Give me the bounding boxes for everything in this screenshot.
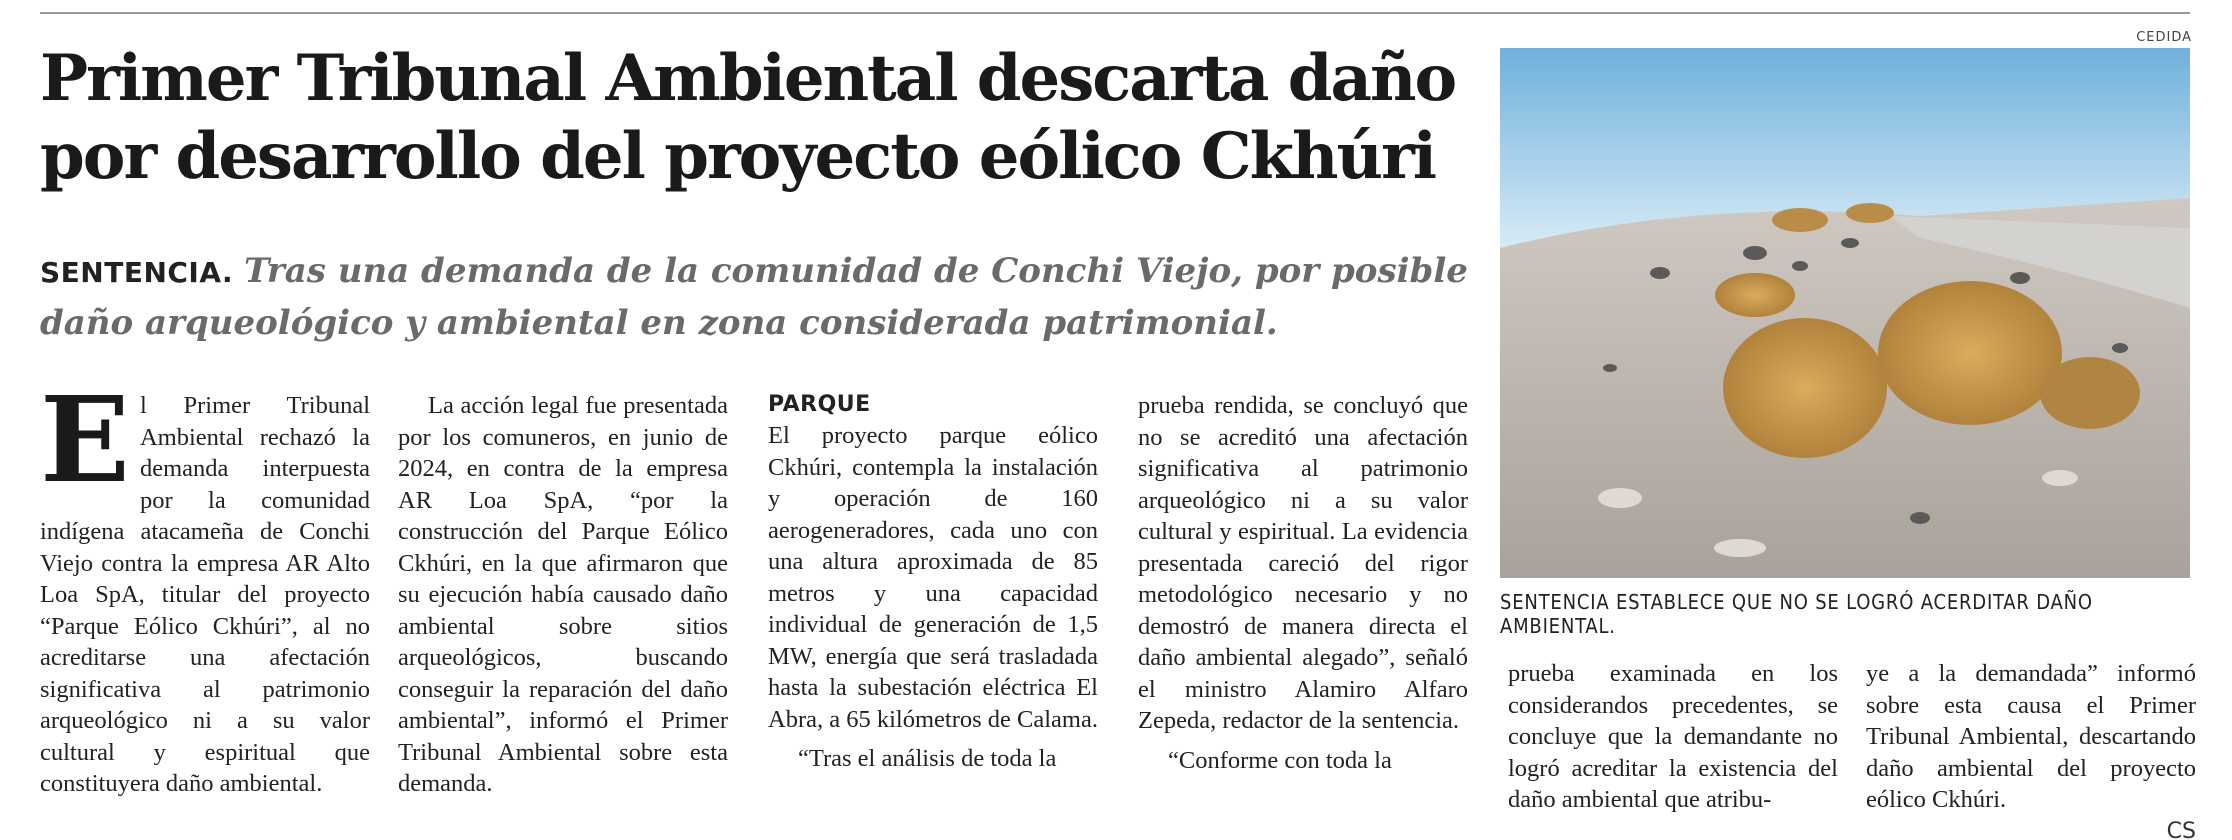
column-3 — [768, 390, 1098, 775]
photo-credit: CEDIDA — [2136, 30, 2192, 45]
column-1 — [40, 370, 370, 800]
body-paragraph: El proyecto parque eólico Ckhúri, contempla la instalación y operación de 160 aerogeneradores, cada uno con una altura aproximada de 85 metros y una capacidad individual de generación de 1,5 MW, energía que será trasladada hasta la subestación eléctrica El Abra, a 65 kilómetros de Calama. — [768, 422, 1098, 733]
column-2 — [398, 390, 728, 800]
body-paragraph: prueba rendida, se concluyó que no se acreditó una afectación significativa al patrimonio arqueológico ni a su valor cultural y espiritual. La evidencia presentada careció del rigor metodológico necesario y no demostró de manera directa el daño ambiental alegado”, señaló el ministro Alamiro Alfaro Zepeda, redactor de la sentencia. — [1138, 392, 1468, 734]
drop-cap: E — [40, 370, 130, 509]
column-4 — [1138, 390, 1468, 776]
body-paragraph: ye a la demandada” informó sobre esta causa el Primer Tribunal Ambiental, descartando daño ambiental del proyecto eólico Ckhúri. — [1866, 660, 2196, 813]
kicker: SENTENCIA. — [40, 256, 234, 289]
column-6 — [1866, 658, 2196, 840]
body-paragraph: “Tras el análisis de toda la — [798, 745, 1057, 772]
top-rule — [40, 12, 2190, 14]
body-paragraph: “Conforme con toda la — [1168, 746, 1392, 774]
column-5 — [1508, 658, 1838, 816]
desert-landscape-photo — [1500, 48, 2190, 578]
body-paragraph: prueba examinada en los considerandos precedentes, se concluye que la demandante no logró acreditar la existencia del daño ambiental que atribu- — [1508, 660, 1838, 813]
deck: Tras una demanda de la comunidad de Conchi Viejo, por posible daño arqueológico y ambiental en zona considerada patrimonial. — [40, 251, 1468, 343]
subhead: PARQUE — [768, 392, 871, 417]
headline: Primer Tribunal Ambiental descarta daño por desarrollo del proyecto eólico Ckhúri — [40, 41, 1456, 194]
lead — [40, 246, 1470, 348]
body-paragraph: l Primer Tribunal Ambiental rechazó la demanda interpuesta por la comunidad indígena atacameña de Conchi Viejo contra la empresa AR Alto Loa SpA, titular del proyecto “Parque Eólico Ckhúri”, al no acreditarse una afectación significativa al patrimonio arqueológico ni a su valor cultural y espiritual que constituyera daño ambiental. — [40, 392, 370, 797]
photo-illustration — [1500, 48, 2190, 578]
end-mark-icon: CS — [2166, 818, 2196, 840]
photo-caption: SENTENCIA ESTABLECE QUE NO SE LOGRÓ ACERDITAR DAÑO AMBIENTAL. — [1500, 590, 2093, 638]
body-paragraph: La acción legal fue presentada por los comuneros, en junio de 2024, en contra de la empresa AR Loa SpA, “por la construcción del Parque Eólico Ckhúri, en la que afirmaron que su ejecución había causado daño ambiental sobre sitios arqueológicos, buscando conseguir la reparación del daño ambiental”, informó el Primer Tribunal Ambiental sobre esta demanda. — [398, 392, 728, 797]
